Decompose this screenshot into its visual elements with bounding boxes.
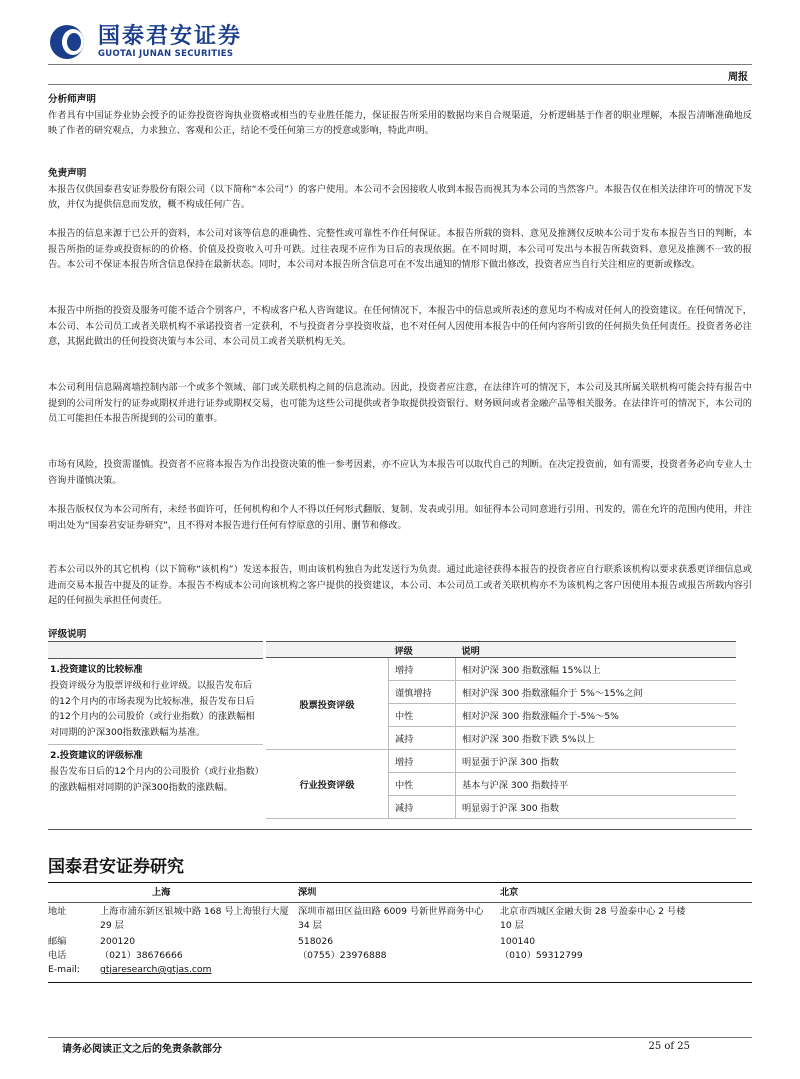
city-header-row (48, 886, 752, 900)
rating-level: 减持 (389, 796, 456, 819)
postcode-label: 邮编 (48, 936, 67, 947)
address-shanghai: 上海市浦东新区银城中路 168 号上海银行大厦 29 层 (100, 906, 289, 931)
column-header-desc: 说明 (456, 642, 737, 658)
rating-desc: 相对沪深 300 指数涨幅介于 5%～15%之间 (456, 681, 737, 704)
research-contacts (48, 886, 752, 977)
phone-beijing: （010）59312799 (500, 950, 583, 961)
rating-level: 增持 (389, 750, 456, 773)
logo-mark-icon (48, 23, 92, 61)
disclaimer-paragraph: 本公司利用信息隔离墙控制内部一个或多个领域、部门或关联机构之间的信息流动。因此，投资者应注意，在法律许可的情况下，本公司及其所属关联机构可能会持有报告中提到的公司所发行的证券或期权并进行证券或期权交易，也可能为这些公司提供或者争取提供投资银行、财务顾问或者金融产品等相关服务。在法律许可的情况下，本公司的员工可能担任本报告所提到的公司的董事。 (48, 382, 752, 424)
address-beijing: 北京市西城区金融大街 28 号盈泰中心 2 号楼 10 层 (500, 906, 686, 931)
disclaimer-paragraph: 本报告版权仅为本公司所有，未经书面许可，任何机构和个人不得以任何形式翻版、复制、发表或引用。如征得本公司同意进行引用、刊发的，需在允许的范围内使用，并注明出处为“国泰君安证券研究”，且不得对本报告进行任何有悖原意的引用、删节和修改。 (48, 504, 752, 531)
postcode-beijing: 100140 (500, 936, 536, 947)
rating-level: 减持 (389, 727, 456, 750)
analyst-statement-title: 分析师声明 (48, 94, 96, 105)
analyst-statement-text: 作者具有中国证券业协会授予的证券投资咨询执业资格或相当的专业胜任能力，保证报告所采用的数据均来自合规渠道，分析逻辑基于作者的职业理解，本报告清晰准确地反映了作者的研究观点，力求独立、客观和公正，结论不受任何第三方的授意或影响，特此声明。 (48, 109, 752, 136)
rating-table-section (48, 641, 752, 830)
footer-divider (48, 1037, 752, 1038)
rating-desc: 明显强于沪深 300 指数 (456, 750, 737, 773)
disclaimer-paragraph: 本报告的信息来源于已公开的资料，本公司对该等信息的准确性、完整性或可靠性不作任何保证。本报告所载的资料、意见及推测仅反映本公司于发布本报告当日的判断，本报告所指的证券或投资标的的价格、价值及投资收入可升可跌。过往表现不应作为日后的表现依据。在不同时期，本公司可发出与本报告所载资料、意见及推测不一致的报告。本公司不保证本报告所含信息保持在最新状态。同时，本公司对本报告所含信息可在不发出通知的情形下做出修改，投资者应当自行关注相应的更新或修改。 (48, 228, 752, 270)
rating-desc: 明显弱于沪深 300 指数 (456, 796, 737, 819)
report-type: 周报 (728, 72, 748, 83)
rating-explain-1-text: 投资评级分为股票评级和行业评级。以报告发布后的12个月内的市场表现为比较标准，报告发布日后的12个月内的公司股价（或行业指数）的涨跌幅相对同期的沪深300指数涨跌幅为基准。 (50, 679, 255, 739)
postcode-shenzhen: 518026 (298, 936, 334, 947)
phone-label: 电话 (48, 950, 67, 961)
disclaimer-paragraph: 本报告中所指的投资及服务可能不适合个别客户，不构成客户私人咨询建议。在任何情况下，本报告中的信息或所表述的意见均不构成对任何人的投资建议。在任何情况下，本公司、本公司员工或者关联机构不承诺投资者一定获利，不与投资者分享投资收益，也不对任何人因使用本报告中的任何内容所引致的任何损失负任何责任。投资者务必注意，其据此做出的任何投资决策与本公司、本公司员工或者关联机构无关。 (48, 305, 752, 347)
table-row (266, 658, 736, 681)
rating-explain-1-title: 1.投资建议的比较标准 (50, 664, 143, 675)
phone-shanghai: （021）38676666 (100, 950, 183, 961)
rating-level: 中性 (389, 773, 456, 796)
city-beijing: 北京 (500, 887, 519, 898)
stock-rating-category: 股票投资评级 (266, 658, 389, 750)
phone-shenzhen: （0755）23976888 (298, 950, 387, 961)
city-shanghai: 上海 (152, 887, 171, 898)
email-link[interactable]: gtjaresearch@gtjas.com (100, 964, 212, 975)
rating-desc: 相对沪深 300 指数涨幅介于-5%～5% (456, 704, 737, 727)
table-row (266, 750, 736, 773)
page-number: 25 of 25 (648, 1041, 690, 1052)
rating-title: 评级说明 (48, 629, 87, 640)
rating-desc: 基本与沪深 300 指数持平 (456, 773, 737, 796)
address-row (48, 905, 752, 935)
research-divider (48, 882, 752, 883)
footer-notice: 请务必阅读正文之后的免责条款部分 (62, 1044, 222, 1055)
disclaimer-paragraph: 若本公司以外的其它机构（以下简称“该机构”）发送本报告，则由该机构独自为此发送行为负责。通过此途径获得本报告的投资者应自行联系该机构以要求获悉更详细信息或进而交易本报告中提及的证券。本报告不构成本公司向该机构之客户提供的投资建议，本公司、本公司员工或者关联机构亦不为该机构之客户因使用本报告或报告所载内容引起的任何损失承担任何责任。 (48, 564, 752, 606)
postcode-shanghai: 200120 (100, 936, 136, 947)
rating-explain-2-title: 2.投资建议的评级标准 (50, 749, 143, 761)
logo-english-name: GUOTAI JUNAN SECURITIES (98, 49, 234, 59)
email-row (48, 963, 752, 977)
rating-level: 谨慎增持 (389, 681, 456, 704)
disclaimer-title: 免责声明 (48, 168, 87, 179)
address-shenzhen: 深圳市福田区益田路 6009 号新世界商务中心 34 层 (298, 906, 484, 931)
city-shenzhen: 深圳 (298, 887, 317, 898)
email-label: E-mail: (48, 964, 80, 975)
header-divider (48, 64, 752, 65)
rating-desc: 相对沪深 300 指数下跌 5%以上 (456, 727, 737, 750)
postcode-row (48, 935, 752, 949)
address-label: 地址 (48, 906, 67, 917)
rating-explain-2-text: 报告发布日后的12个月内的公司股价（或行业指数）的涨跌幅相对同期的沪深300指数的涨跌幅。 (50, 765, 260, 793)
research-divider-bottom (48, 982, 752, 983)
phone-row (48, 949, 752, 963)
rating-level: 增持 (389, 658, 456, 681)
logo-chinese-name: 国泰君安证券 (98, 24, 243, 49)
rating-table (266, 641, 736, 819)
company-logo (48, 22, 242, 62)
rating-desc: 相对沪深 300 指数涨幅 15%以上 (456, 658, 737, 681)
table-header-row (266, 642, 736, 658)
research-title: 国泰君安证券研究 (48, 857, 184, 877)
industry-rating-category: 行业投资评级 (266, 750, 389, 819)
disclaimer-paragraph: 本报告仅供国泰君安证券股份有限公司（以下简称“本公司”）的客户使用。本公司不会因接收人收到本报告而视其为本公司的当然客户。本报告仅在相关法律许可的情况下发放，并仅为提供信息而发放，概不构成任何广告。 (48, 183, 752, 210)
header-divider-bottom (48, 84, 752, 85)
disclaimer-paragraph: 市场有风险，投资需谨慎。投资者不应将本报告为作出投资决策的惟一参考因素，亦不应认为本报告可以取代自己的判断。在决定投资前，如有需要，投资者务必向专业人士咨询并谨慎决策。 (48, 459, 752, 486)
rating-level: 中性 (389, 704, 456, 727)
rating-explanation (48, 641, 263, 830)
analyst-statement (48, 92, 752, 139)
disclaimer-section (48, 166, 752, 213)
column-header-level: 评级 (389, 642, 456, 658)
